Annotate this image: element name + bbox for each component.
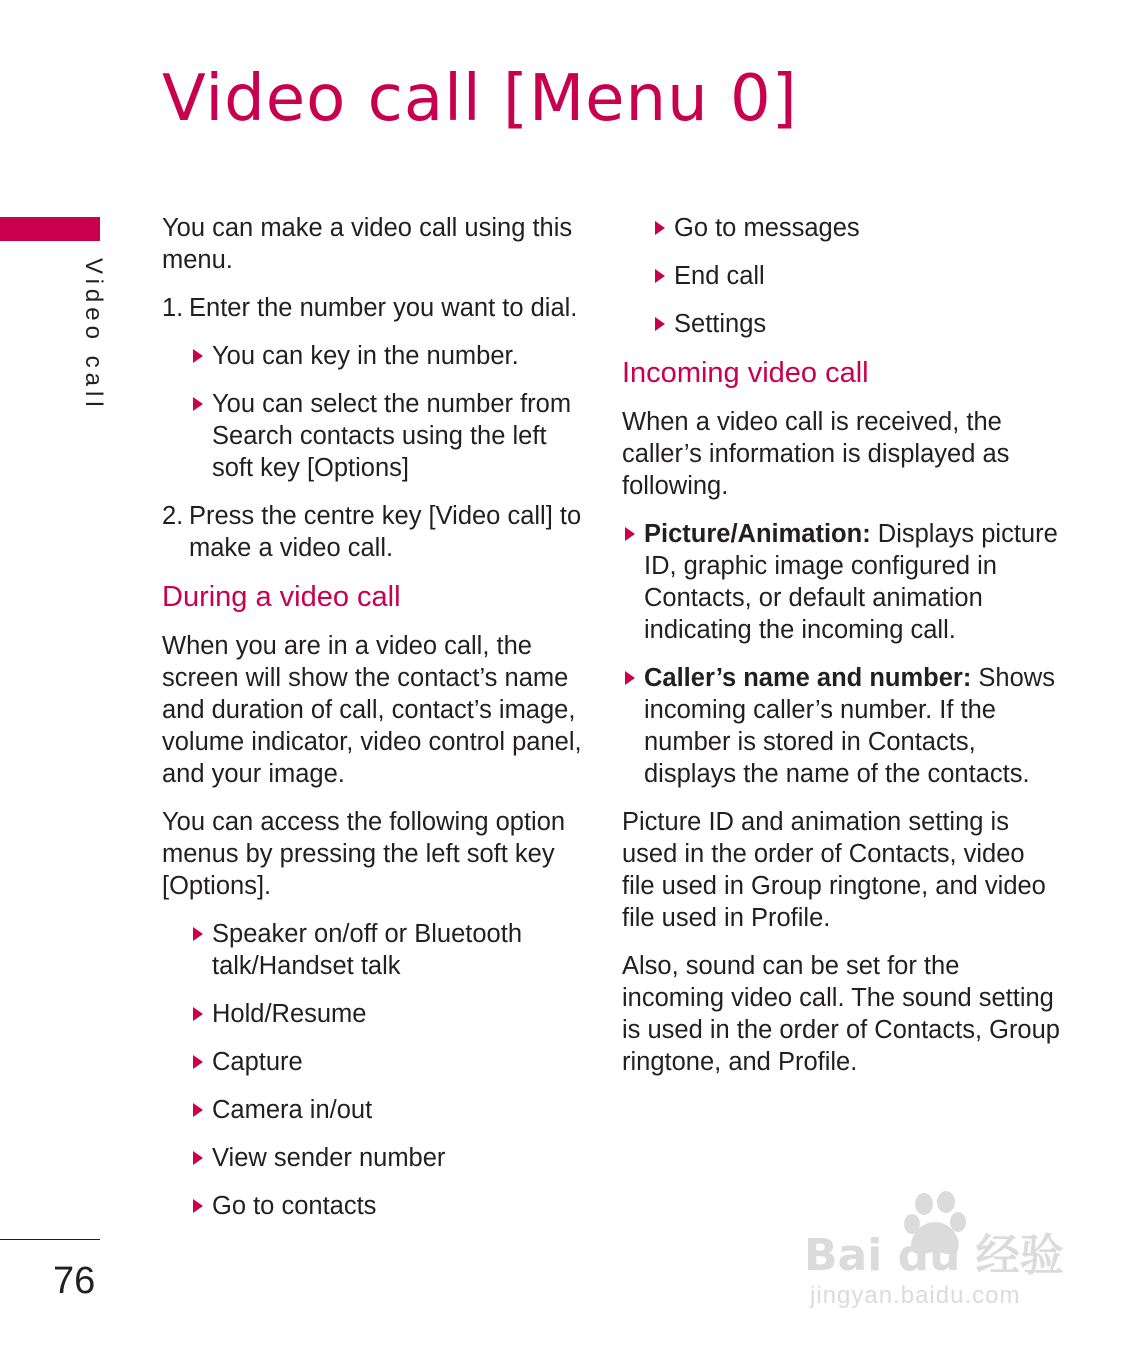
option-text: Go to contacts bbox=[212, 1192, 377, 1220]
bullet-arrow-icon bbox=[655, 221, 665, 235]
option-item bbox=[190, 998, 592, 1030]
bullet-text: You can select the number from Search contacts using the left soft key [Options] bbox=[212, 390, 572, 482]
bullet-label: Picture/Animation: bbox=[644, 520, 871, 548]
option-item bbox=[190, 1094, 592, 1126]
step-2-number: 2. bbox=[162, 502, 184, 530]
option-text: View sender number bbox=[212, 1144, 446, 1172]
step-1-number: 1. bbox=[162, 294, 184, 322]
bullet-arrow-icon bbox=[193, 1199, 203, 1213]
bullet-arrow-icon bbox=[193, 397, 203, 411]
option-item bbox=[652, 260, 1062, 292]
bullet-arrow-icon bbox=[655, 269, 665, 283]
heading-incoming-video-call: Incoming video call bbox=[622, 357, 869, 389]
left-column bbox=[162, 212, 592, 1238]
watermark-logo-text: Bai du 经验 bbox=[804, 1230, 1064, 1281]
option-item bbox=[190, 1046, 592, 1078]
option-item bbox=[190, 1142, 592, 1174]
bullet-arrow-icon bbox=[655, 317, 665, 331]
bullet-arrow-icon bbox=[625, 527, 635, 541]
option-text: Settings bbox=[674, 310, 767, 338]
baidu-watermark bbox=[800, 1188, 1070, 1318]
bullet-arrow-icon bbox=[193, 1055, 203, 1069]
option-text: Speaker on/off or Bluetooth talk/Handset talk bbox=[212, 920, 522, 980]
heading-during-video-call: During a video call bbox=[162, 581, 401, 613]
bullet-arrow-icon bbox=[193, 1007, 203, 1021]
page-title: Video call [Menu 0] bbox=[162, 62, 798, 136]
right-column bbox=[622, 212, 1062, 1094]
page-number: 76 bbox=[53, 1260, 96, 1302]
bullet-text: Displays picture ID, graphic image configured in Contacts, or default animation indicating the incoming call. bbox=[644, 520, 1058, 644]
incoming-paragraph-3: Also, sound can be set for the incoming video call. The sound setting is used in the order of Contacts, Group ringtone, and Profile. bbox=[622, 952, 1060, 1076]
incoming-paragraph-2: Picture ID and animation setting is used in the order of Contacts, video file used in Group ringtone, and video file used in Profile. bbox=[622, 808, 1046, 932]
option-text: Hold/Resume bbox=[212, 1000, 367, 1028]
bullet-text: Shows incoming caller’s number. If the number is stored in Contacts, displays the name of the contacts. bbox=[644, 664, 1055, 788]
option-item bbox=[190, 918, 592, 982]
bullet-arrow-icon bbox=[193, 1151, 203, 1165]
bullet-arrow-icon bbox=[193, 1103, 203, 1117]
bullet-text: You can key in the number. bbox=[212, 342, 519, 370]
step-1-bullet bbox=[190, 388, 592, 484]
bullet-arrow-icon bbox=[193, 349, 203, 363]
section-color-bar bbox=[0, 217, 100, 241]
option-item bbox=[652, 308, 1062, 340]
step-1-bullet bbox=[190, 340, 592, 372]
incoming-bullet bbox=[622, 518, 1062, 646]
step-1 bbox=[162, 292, 592, 324]
option-text: End call bbox=[674, 262, 765, 290]
option-item bbox=[190, 1190, 592, 1222]
bullet-arrow-icon bbox=[193, 927, 203, 941]
bullet-label: Caller’s name and number: bbox=[644, 664, 972, 692]
option-item bbox=[652, 212, 1062, 244]
intro-paragraph: You can make a video call using this menu. bbox=[162, 214, 573, 274]
during-paragraph-2: You can access the following option menus by pressing the left soft key [Options]. bbox=[162, 808, 566, 900]
step-1-text: Enter the number you want to dial. bbox=[189, 294, 578, 322]
incoming-bullet bbox=[622, 662, 1062, 790]
watermark-url: jingyan.baidu.com bbox=[810, 1282, 1021, 1309]
during-paragraph-1: When you are in a video call, the screen will show the contact’s name and duration of call, contact’s image, volume indicator, video control panel, and your image. bbox=[162, 632, 582, 788]
option-text: Go to messages bbox=[674, 214, 860, 242]
bullet-arrow-icon bbox=[625, 671, 635, 685]
step-2-text: Press the centre key [Video call] to make a video call. bbox=[189, 502, 582, 562]
section-side-tab: Video call bbox=[80, 258, 107, 412]
option-text: Camera in/out bbox=[212, 1096, 373, 1124]
option-text: Capture bbox=[212, 1048, 303, 1076]
incoming-paragraph-1: When a video call is received, the caller’s information is displayed as following. bbox=[622, 408, 1010, 500]
page-number-rule bbox=[0, 1239, 100, 1240]
step-2 bbox=[162, 500, 592, 564]
